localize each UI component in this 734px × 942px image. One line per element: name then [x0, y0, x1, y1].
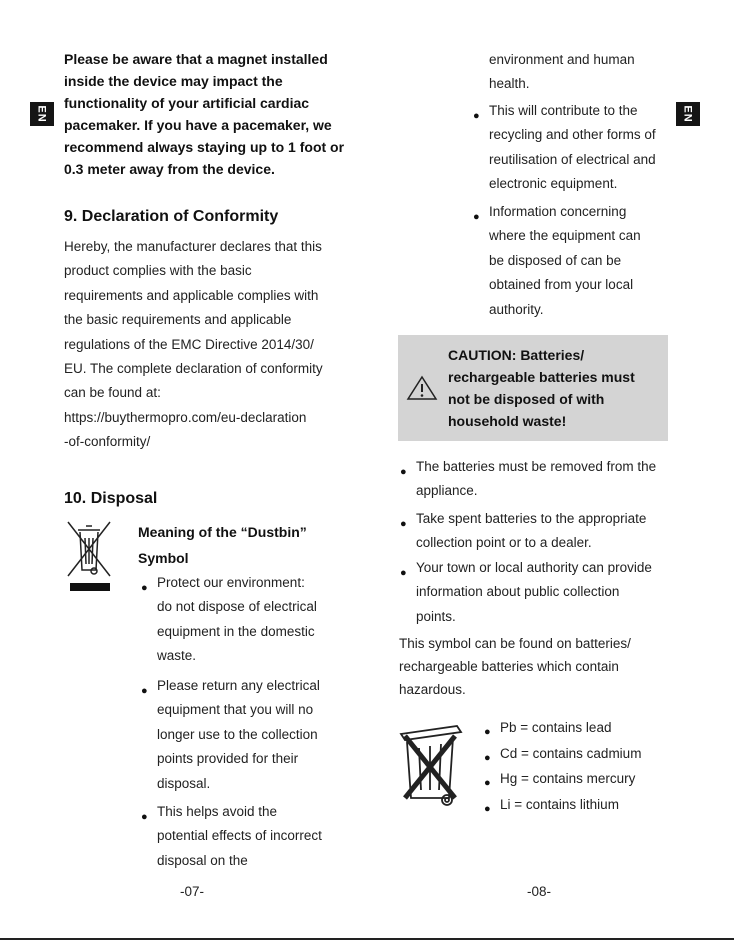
list-item: ● Please return any electrical equipment that you will no longer use to the collection points provided for their disposal.: [141, 678, 320, 791]
disposal-heading: 10. Disposal: [64, 490, 158, 507]
crossed-dustbin-icon: [64, 518, 114, 593]
caution-box: [398, 335, 668, 441]
list-item: ● This will contribute to the recycling and other forms of reutilisation of electrical and electronic equipment.: [473, 103, 656, 192]
dustbin-title: Meaning of the “Dustbin” Symbol: [138, 524, 307, 566]
continued-text: environment and human health.: [489, 52, 635, 92]
list-item: ● Li = contains lithium: [500, 792, 700, 818]
language-tab-right: EN: [676, 102, 700, 126]
declaration-heading: 9. Declaration of Conformity: [64, 208, 279, 225]
bottom-divider: [0, 938, 734, 940]
list-item: ● Hg = contains mercury: [500, 766, 700, 792]
declaration-text: Hereby, the manufacturer declares that this product complies with the basic requirements and applicable complies with the basic requirements and applicable regulations of the EMC Directive 2014/30/ EU. The complete declaration of conformity can be found at: https://buythermopro.com/eu-declaration -of-conformity/: [64, 235, 354, 455]
bullet-icon: ●: [484, 777, 491, 790]
bullet-icon: ●: [141, 811, 148, 823]
list-item: ● Your town or local authority can provide information about public collection points.: [400, 560, 652, 624]
list-item: ● Take spent batteries to the appropriate collection point or to a dealer.: [400, 511, 647, 551]
list-item: ● Protect our environment: do not dispose of electrical equipment in the domestic waste.: [141, 575, 317, 664]
bullet-icon: ●: [141, 685, 148, 697]
bullet-icon: ●: [484, 751, 491, 764]
magnet-warning: Please be aware that a magnet installed inside the device may impact the functionality of your artificial cardiac pacemaker. If you have a pacemaker, we recommend always staying up to 1 foot or 0.3 meter away from the device.: [64, 51, 345, 177]
bullet-icon: ●: [484, 803, 491, 816]
list-item: ● The batteries must be removed from the appliance.: [400, 459, 657, 499]
bullet-icon: ●: [400, 518, 407, 530]
bullet-icon: ●: [141, 582, 148, 594]
crossed-battery-bin-icon: [397, 718, 467, 810]
symbol-text: This symbol can be found on batteries/ rechargeable batteries which contain hazardous.: [399, 636, 631, 697]
page-number-right: -08-: [527, 884, 552, 899]
bullet-icon: ●: [473, 211, 480, 223]
declaration-link: https://buythermopro.com/eu-declaration: [64, 409, 307, 425]
page-number-left: -07-: [180, 884, 205, 899]
list-item: ● This helps avoid the potential effects of incorrect disposal on the: [141, 804, 322, 868]
list-item: ● Information concerning where the equipment can be disposed of can be obtained from your local authority.: [473, 204, 641, 317]
chemical-list: [484, 715, 700, 818]
caution-text: CAUTION: Batteries/ rechargeable batteries must not be disposed of with household waste!: [448, 347, 635, 429]
bullet-icon: ●: [484, 726, 491, 738]
bullet-icon: ●: [473, 110, 480, 122]
list-item: ● Cd = contains cadmium: [500, 741, 700, 767]
bullet-icon: ●: [400, 466, 407, 478]
bullet-icon: ●: [400, 567, 407, 579]
language-tab-left: EN: [30, 102, 54, 126]
warning-triangle-icon: [406, 375, 438, 401]
list-item: ● Pb = contains lead: [500, 715, 700, 741]
